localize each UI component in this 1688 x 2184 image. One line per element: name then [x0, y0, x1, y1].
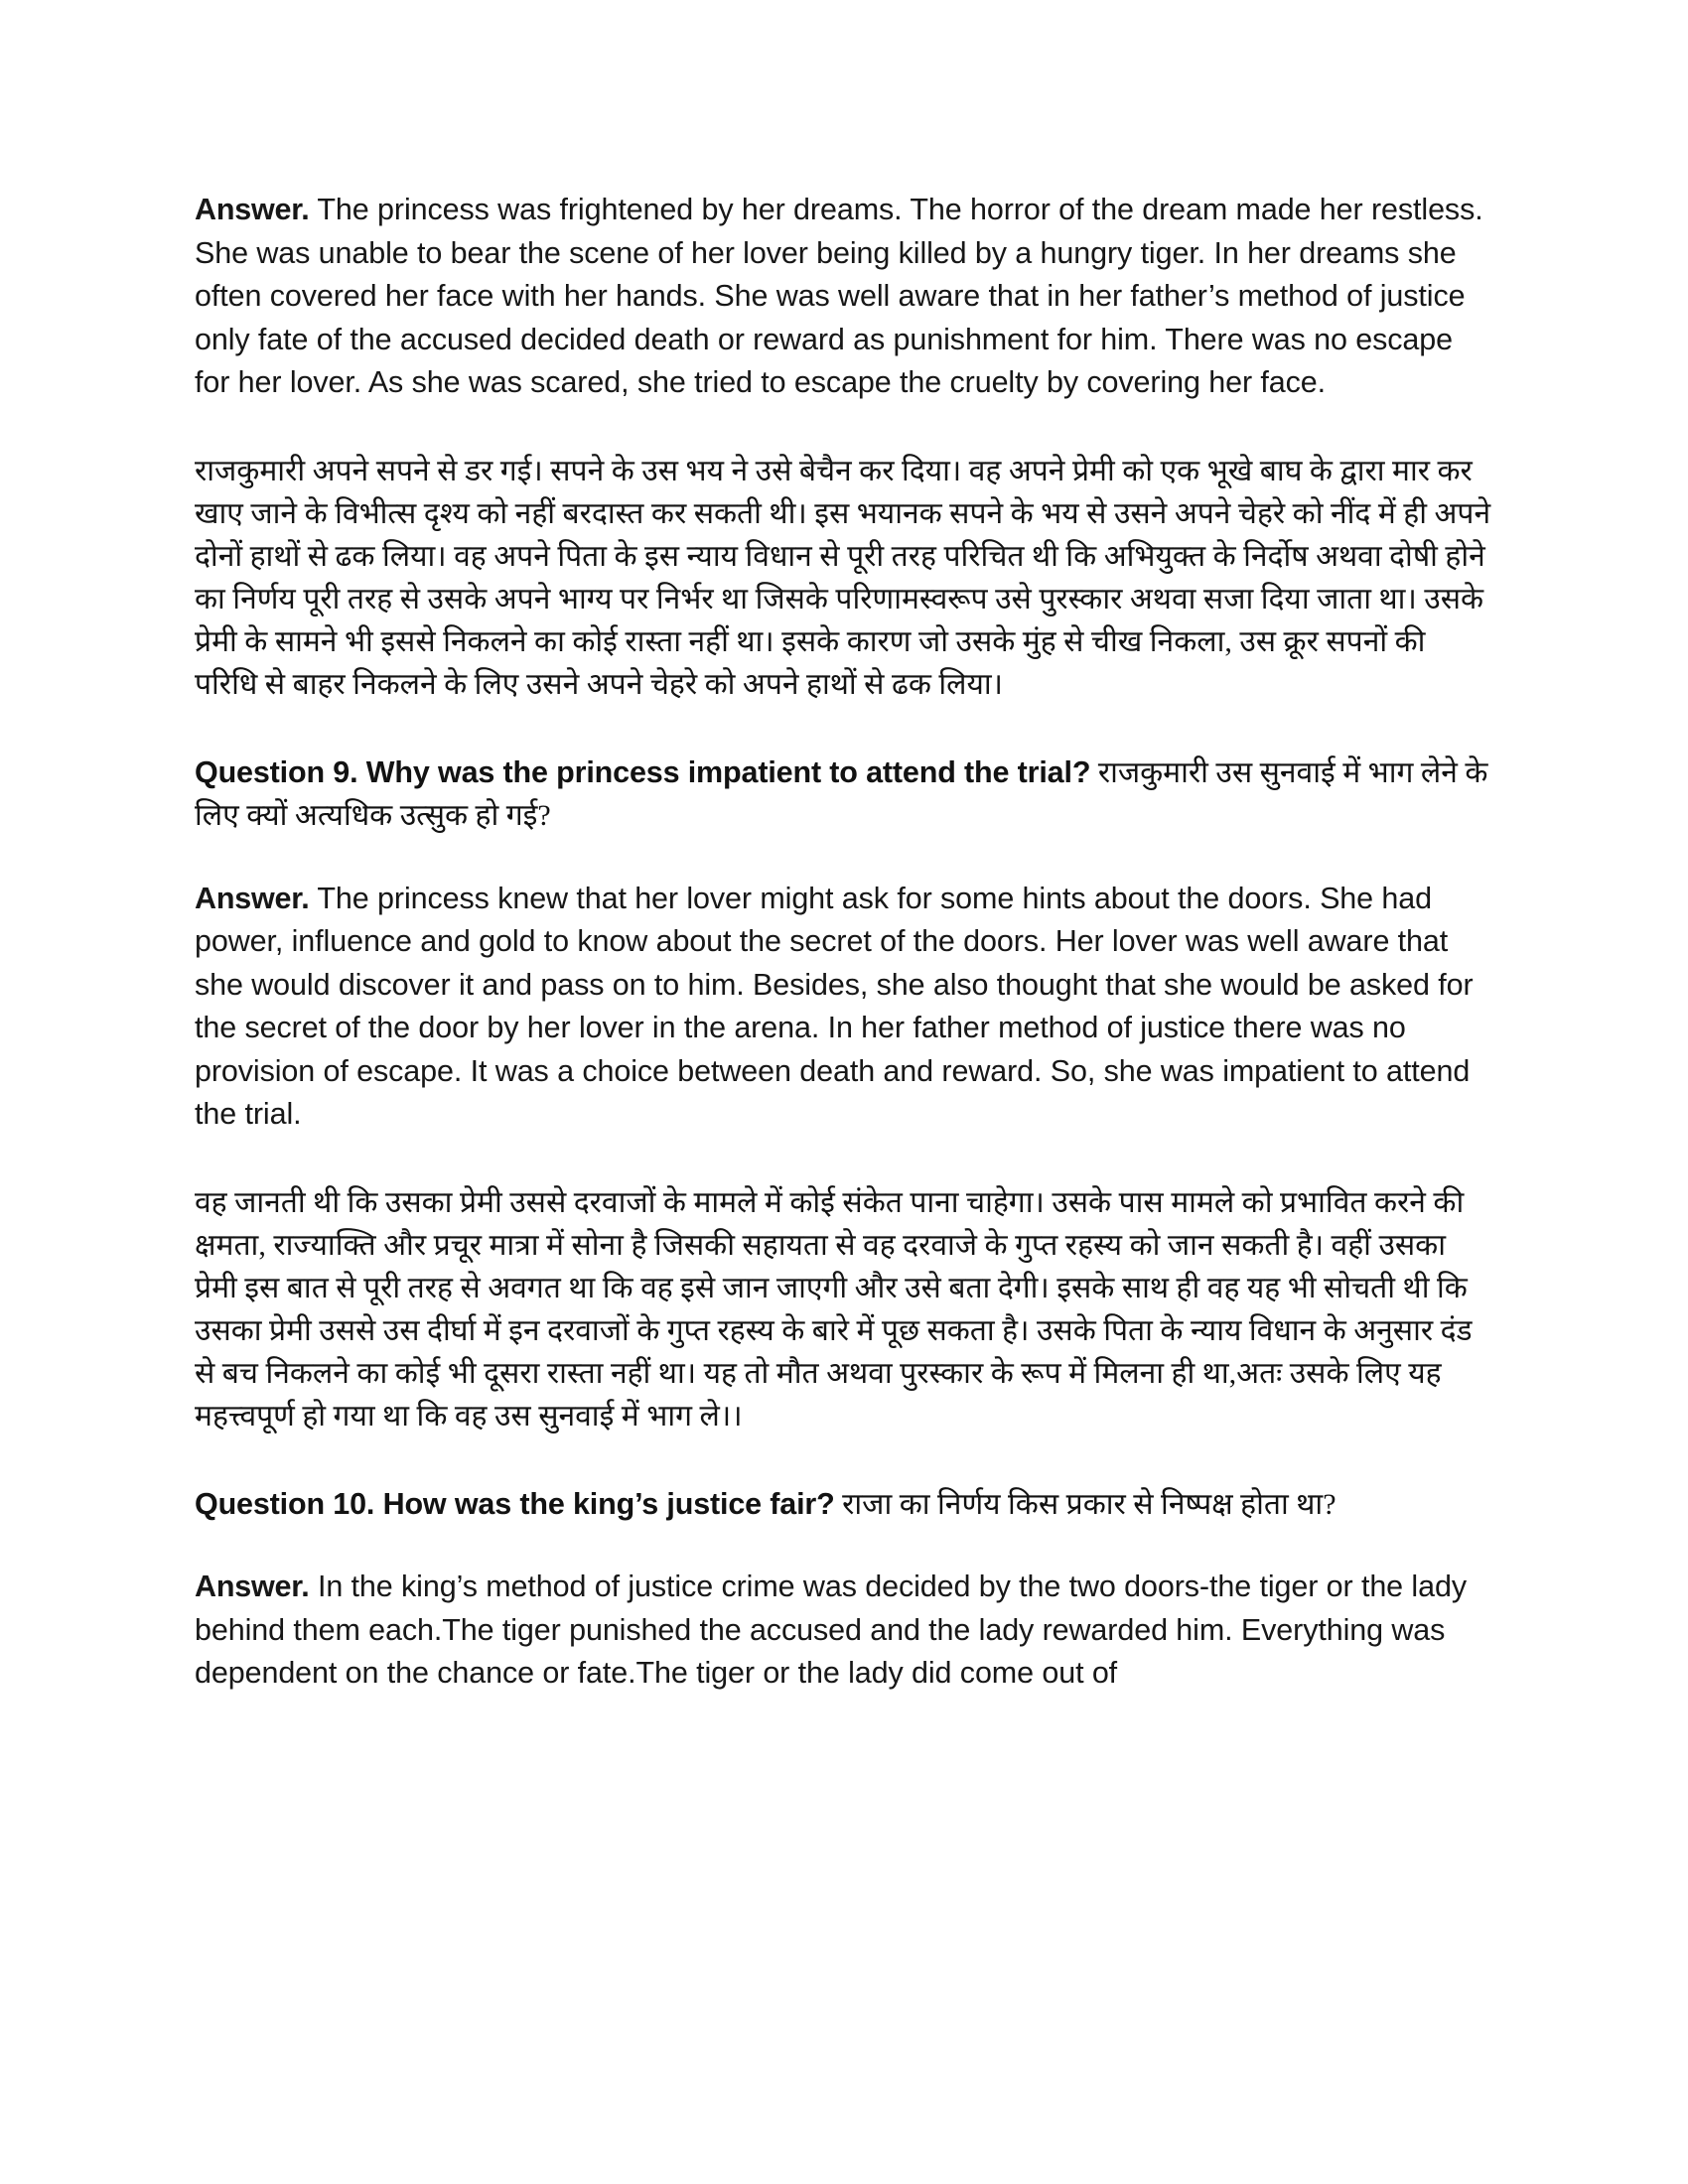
answer-label: Answer. — [195, 193, 310, 226]
answer-paragraph-hindi-2: वह जानती थी कि उसका प्रेमी उससे दरवाजों के मामले में कोई संकेत पाना चाहेगा। उसके पास मामले को प्रभावित करने की क्षमता, राज्याक्ति और प्रचूर मात्रा में सोना है जिसकी सहायता से वह दरवाजे के गुप्त रहस्य को जान सकती है। वहीं उसका प्रेमी इस बात से पूरी तरह से अवगत था कि वह इसे जान जाएगी और उसे बता देगी। इसके साथ ही वह यह भी सोचती थी कि उसका प्रेमी उससे उस दीर्घा में इन दरवाजों के गुप्त रहस्य के बारे में पूछ सकता है। उसके पिता के न्याय विधान के अनुसार दंड से बच निकलने का कोई भी दूसरा रास्ता नहीं था। यह तो मौत अथवा पुरस्कार के रूप में मिलना ही था,अतः उसके लिए यह महत्त्वपूर्ण हो गया था कि वह उस सुनवाई में भाग ले।। — [195, 1185, 1473, 1433]
answer-paragraph-english-2 — [195, 878, 1495, 1137]
question-heading-10-hindi: राजा का निर्णय किस प्रकार से निष्पक्ष होता था? — [834, 1487, 1336, 1521]
section-spacer — [195, 1437, 1495, 1483]
answer-paragraph-english-1 — [195, 189, 1495, 405]
question-heading-9-hindi: राजकुमारी उस सुनवाई में भाग लेने के लिए क्यों अत्यधिक उत्सुक हो गई? — [195, 755, 1488, 832]
answer-text: In the king’s method of justice crime was decided by the two doors-the tiger or the lady behind them each.The tiger punished the accused and the lady rewarded him. Everything was dependent on the chance or fate.The tiger or the lady did come out of — [195, 1570, 1467, 1690]
answer-label: Answer. — [195, 1570, 310, 1603]
answer-label: Answer. — [195, 881, 310, 915]
question-heading-10-english: Question 10. How was the king’s justice fair? — [195, 1486, 835, 1521]
question-heading-10 — [195, 1483, 1495, 1527]
answer-paragraph-hindi-1: राजकुमारी अपने सपने से डर गई। सपने के उस भय ने उसे बेचैन कर दिया। वह अपने प्रेमी को एक भूखे बाघ के द्वारा मार कर खाए जाने के विभीत्स दृश्य को नहीं बरदास्त कर सकती थी। इस भयानक सपने के भय से उसने अपने चेहरे को नींद में ही अपने दोनों हाथों से ढक लिया। वह अपने पिता के इस न्याय विधान से पूरी तरह परिचित थी कि अभियुक्त के निर्दोष अथवा दोषी होने का निर्णय पूरी तरह से उसके अपने भाग्य पर निर्भर था जिसके परिणामस्वरूप उसे पुरस्कार अथवा सजा दिया जाता था। उसके प्रेमी के सामने भी इससे निकलने का कोई रास्ता नहीं था। इसके कारण जो उसके मुंह से चीख निकला, उस क्रूर सपनों की परिधि से बाहर निकलने के लिए उसने अपने चेहरे को अपने हाथों से ढक लिया। — [195, 454, 1491, 701]
question-heading-9-english: Question 9. Why was the princess impatient to attend the trial? — [195, 754, 1091, 789]
section-spacer — [195, 838, 1495, 878]
paragraph-spacer — [195, 1137, 1495, 1181]
question-heading-9 — [195, 751, 1495, 838]
section-spacer — [195, 1526, 1495, 1566]
document-content — [195, 189, 1495, 1696]
answer-text: The princess knew that her lover might ask for some hints about the doors. She had power, influence and gold to know about the secret of the doors. Her lover was well aware that she would discover it and pass on to him. Besides, she also thought that she would be asked for the secret of the door by her lover in the arena. In her father method of justice there was no provision of escape. It was a choice between death and reward. So, she was impatient to attend the trial. — [195, 881, 1474, 1131]
answer-text: The princess was frightened by her dreams. The horror of the dream made her restless. She was unable to bear the scene of her lover being killed by a hungry tiger. In her dreams she often covered her face with her hands. She was well aware that in her father’s method of justice only fate of the accused decided death or reward as punishment for him. There was no escape for her lover. As she was scared, she tried to escape the cruelty by covering her face. — [195, 193, 1483, 399]
section-spacer — [195, 706, 1495, 751]
paragraph-spacer — [195, 405, 1495, 450]
answer-paragraph-english-3 — [195, 1566, 1495, 1696]
